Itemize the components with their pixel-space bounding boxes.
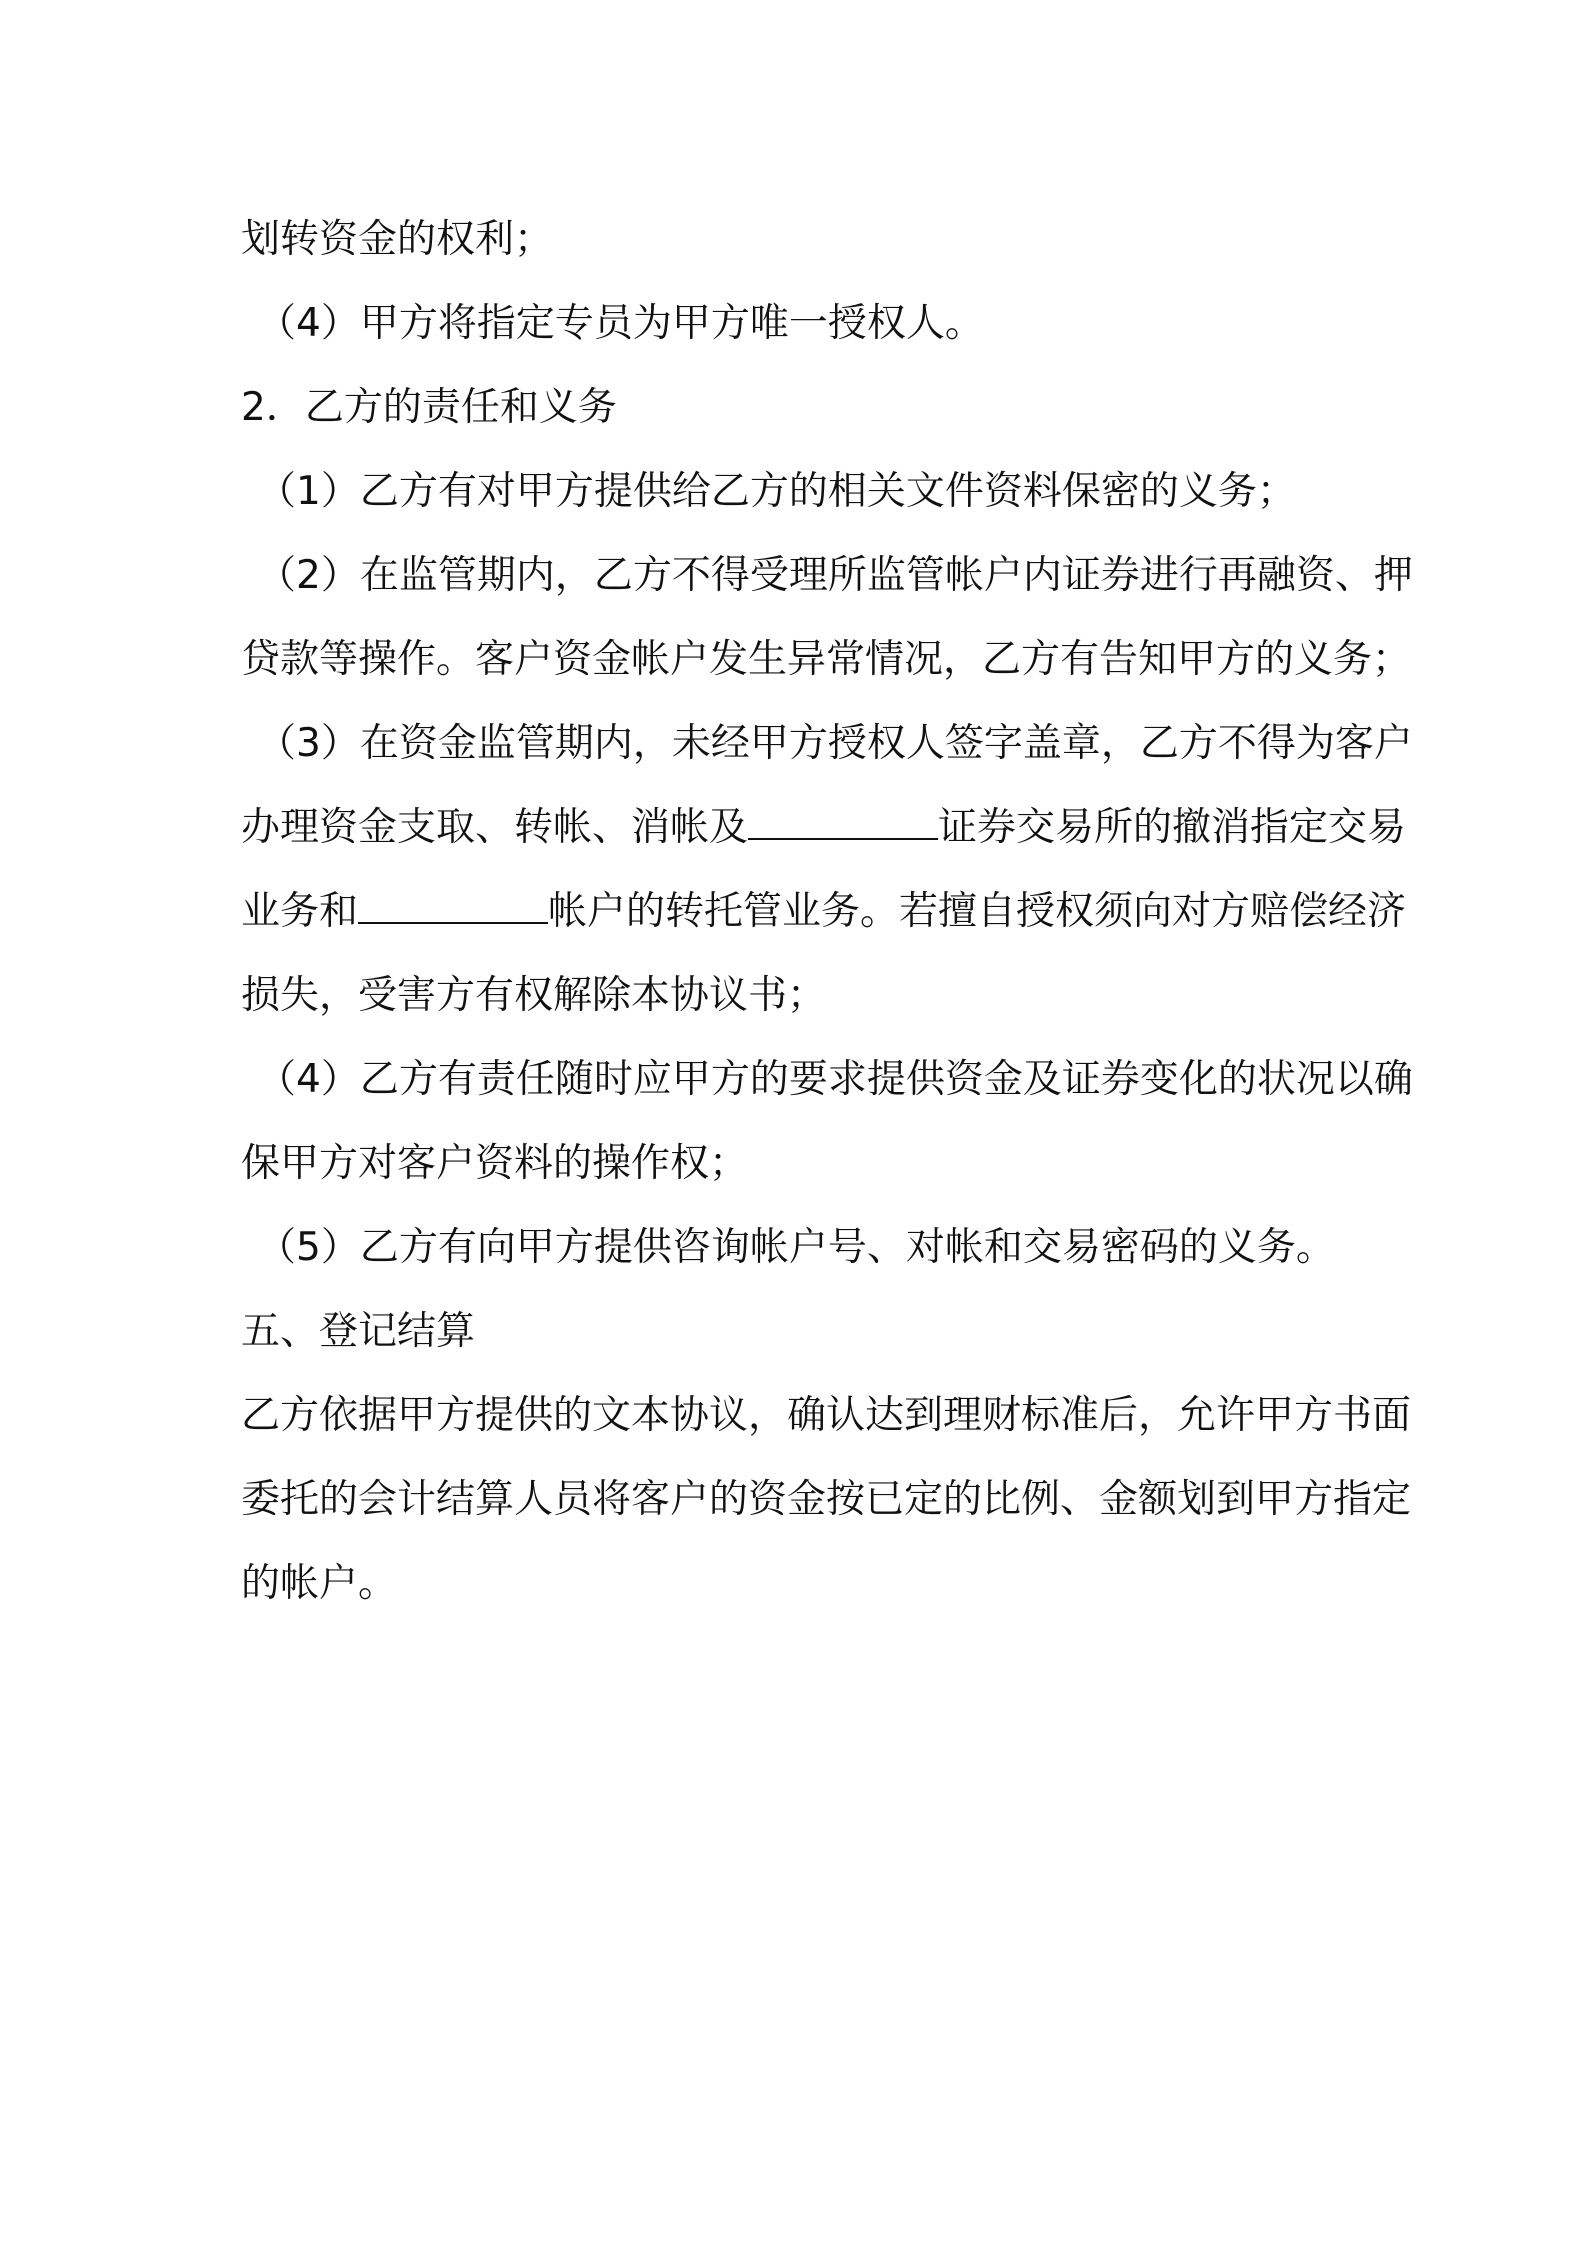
clause-2-3-text-c: 业务和 (241, 889, 359, 934)
clause-2-3-line-4: 损失，受害方有权解除本协议书； (241, 973, 827, 1018)
text-line-continuation: 划转资金的权利； (241, 217, 554, 262)
clause-2-3-text-a: 办理资金支取、转帐、消帐及 (241, 805, 749, 850)
clause-2-3-line-1: （3）在资金监管期内，未经甲方授权人签字盖章，乙方不得为客户 (257, 721, 1413, 766)
section-heading-registration-settlement: 五、登记结算 (241, 1309, 476, 1354)
clause-2-3-line-2 (241, 786, 1407, 870)
section-heading-party-b-duties: 2．乙方的责任和义务 (241, 385, 617, 430)
fill-in-blank-exchange[interactable] (748, 804, 938, 840)
settlement-paragraph-line-2: 委托的会计结算人员将客户的资金按已定的比例、金额划到甲方指定 (241, 1477, 1412, 1522)
settlement-paragraph-line-1: 乙方依据甲方提供的文本协议，确认达到理财标准后，允许甲方书面 (241, 1393, 1412, 1438)
document-body (241, 198, 1413, 1626)
clause-1-4: （4）甲方将指定专员为甲方唯一授权人。 (257, 301, 984, 346)
clause-2-3-text-d: 帐户的转托管业务。若擅自授权须向对方赔偿经济 (548, 889, 1407, 934)
clause-2-4-line-1: （4）乙方有责任随时应甲方的要求提供资金及证券变化的状况以确 (257, 1057, 1413, 1102)
clause-2-2-line-2: 贷款等操作。客户资金帐户发生异常情况，乙方有告知甲方的义务； (241, 637, 1412, 682)
clause-2-1: （1）乙方有对甲方提供给乙方的相关文件资料保密的义务； (257, 469, 1296, 514)
clause-2-4-line-2: 保甲方对客户资料的操作权； (241, 1141, 749, 1186)
clause-2-2-line-1: （2）在监管期内，乙方不得受理所监管帐户内证券进行再融资、押 (257, 553, 1413, 598)
clause-2-3-line-3 (241, 870, 1407, 954)
fill-in-blank-account[interactable] (358, 888, 548, 924)
settlement-paragraph-line-3: 的帐户。 (241, 1561, 398, 1606)
clause-2-5: （5）乙方有向甲方提供咨询帐户号、对帐和交易密码的义务。 (257, 1225, 1335, 1270)
clause-2-3-text-b: 证券交易所的撤消指定交易 (938, 805, 1407, 850)
